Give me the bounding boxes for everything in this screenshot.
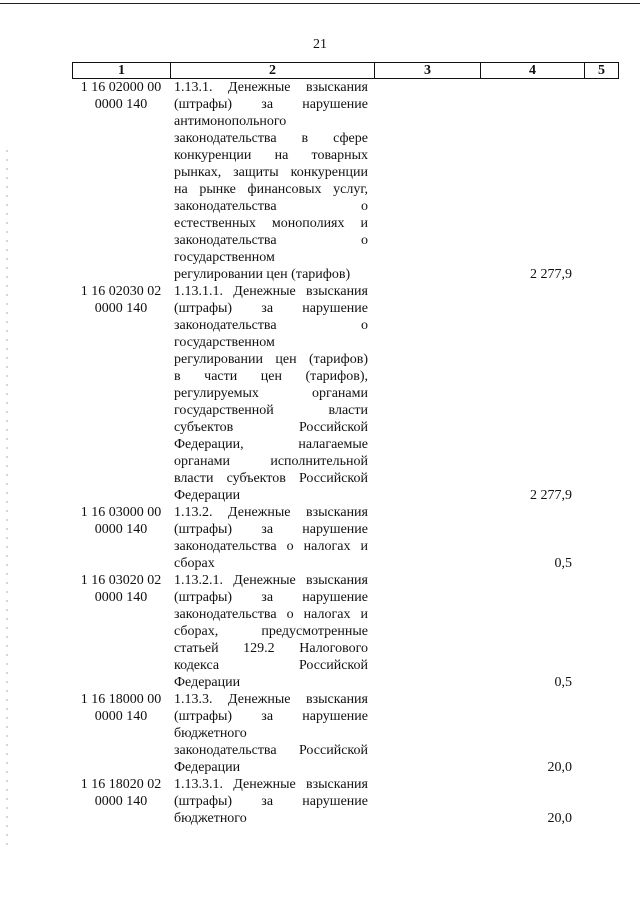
description-line: 1.13.2.1. Денежные взыскания [174, 573, 368, 588]
description-line: регулировании цен (тарифов) [174, 267, 351, 282]
table-row [72, 283, 619, 504]
description-line: законодательства в сфере [174, 131, 368, 146]
budget-code-line: 0000 140 [94, 522, 148, 537]
column-header-1: 1 [73, 63, 171, 78]
revenue-description [174, 691, 368, 776]
description-line: 1.13.1. Денежные взыскания [174, 80, 368, 95]
description-line: в части цен (тарифов), [174, 369, 368, 384]
description-line: бюджетного [174, 726, 247, 741]
table-header [72, 62, 619, 79]
revenue-description [174, 572, 368, 691]
description-line: законодательства о [174, 233, 368, 248]
description-line: (штрафы) за нарушение [174, 522, 368, 537]
description-line: сборах [174, 556, 215, 571]
amount-value: 20,0 [547, 760, 572, 775]
table-row [72, 79, 619, 283]
budget-code-line: 1 16 03000 00 [80, 505, 162, 520]
description-line: 1.13.3. Денежные взыскания [174, 692, 368, 707]
description-line: государственном [174, 335, 275, 350]
budget-code-line: 1 16 18020 02 [80, 777, 162, 792]
description-line: 1.13.1.1. Денежные взыскания [174, 284, 368, 299]
description-line: антимонопольного [174, 114, 287, 129]
description-line: (штрафы) за нарушение [174, 301, 368, 316]
description-line: (штрафы) за нарушение [174, 709, 368, 724]
description-line: субъектов Российской [174, 420, 368, 435]
description-line: статьей 129.2 Налогового [174, 641, 368, 656]
description-line: государственной власти [174, 403, 368, 418]
revenue-description [174, 283, 368, 504]
amount-value: 2 277,9 [530, 267, 572, 282]
amount-value: 20,0 [547, 811, 572, 826]
description-line: естественных монополиях и [174, 216, 368, 231]
budget-code-line: 1 16 02000 00 [80, 80, 162, 95]
budget-code-line: 1 16 02030 02 [80, 284, 162, 299]
column-header-2: 2 [171, 63, 375, 78]
budget-code [72, 504, 170, 538]
description-line: кодекса Российской [174, 658, 368, 673]
description-line: Федерации [174, 488, 241, 503]
description-line: органами исполнительной [174, 454, 368, 469]
budget-code [72, 79, 170, 113]
table-row [72, 691, 619, 776]
description-line: сборах, предусмотренные [174, 624, 368, 639]
description-line: (штрафы) за нарушение [174, 97, 368, 112]
scan-artifact [6, 150, 8, 850]
budget-code-line: 1 16 18000 00 [80, 692, 162, 707]
description-line: регулируемых органами [174, 386, 368, 401]
revenue-description [174, 504, 368, 572]
budget-code-line: 0000 140 [94, 301, 148, 316]
budget-code [72, 283, 170, 317]
description-line: власти субъектов Российской [174, 471, 368, 486]
budget-code-line: 1 16 03020 02 [80, 573, 162, 588]
description-line: 1.13.2. Денежные взыскания [174, 505, 368, 520]
description-line: конкуренции на товарных [174, 148, 368, 163]
description-line: регулировании цен (тарифов) [174, 352, 368, 367]
table-body [72, 79, 619, 827]
description-line: Федерации [174, 675, 241, 690]
column-header-3: 3 [375, 63, 481, 78]
budget-code-line: 0000 140 [94, 709, 148, 724]
page-number: 21 [313, 37, 327, 52]
description-line: на рынке финансовых услуг, [174, 182, 368, 197]
budget-code [72, 572, 170, 606]
budget-code-line: 0000 140 [94, 794, 148, 809]
revenue-description [174, 776, 368, 827]
description-line: рынках, защиты конкуренции [174, 165, 368, 180]
description-line: бюджетного [174, 811, 247, 826]
table-row [72, 572, 619, 691]
description-line: (штрафы) за нарушение [174, 794, 368, 809]
description-line: 1.13.3.1. Денежные взыскания [174, 777, 368, 792]
description-line: законодательства о [174, 199, 368, 214]
description-line: законодательства о [174, 318, 368, 333]
description-line: законодательства о налогах и [174, 539, 368, 554]
description-line: государственном [174, 250, 275, 265]
column-header-5: 5 [598, 63, 605, 78]
budget-code-line: 0000 140 [94, 97, 148, 112]
table-row [72, 776, 619, 827]
amount-value: 0,5 [554, 556, 572, 571]
description-line: законодательства Российской [174, 743, 368, 758]
table-row [72, 504, 619, 572]
budget-code-line: 0000 140 [94, 590, 148, 605]
revenue-description [174, 79, 368, 283]
description-line: Федерации [174, 760, 241, 775]
column-header-4: 4 [481, 63, 585, 78]
budget-code [72, 776, 170, 810]
description-line: Федерации, налагаемые [174, 437, 368, 452]
description-line: законодательства о налогах и [174, 607, 368, 622]
budget-code [72, 691, 170, 725]
top-border-line [0, 3, 640, 4]
amount-value: 2 277,9 [530, 488, 572, 503]
description-line: (штрафы) за нарушение [174, 590, 368, 605]
amount-value: 0,5 [554, 675, 572, 690]
